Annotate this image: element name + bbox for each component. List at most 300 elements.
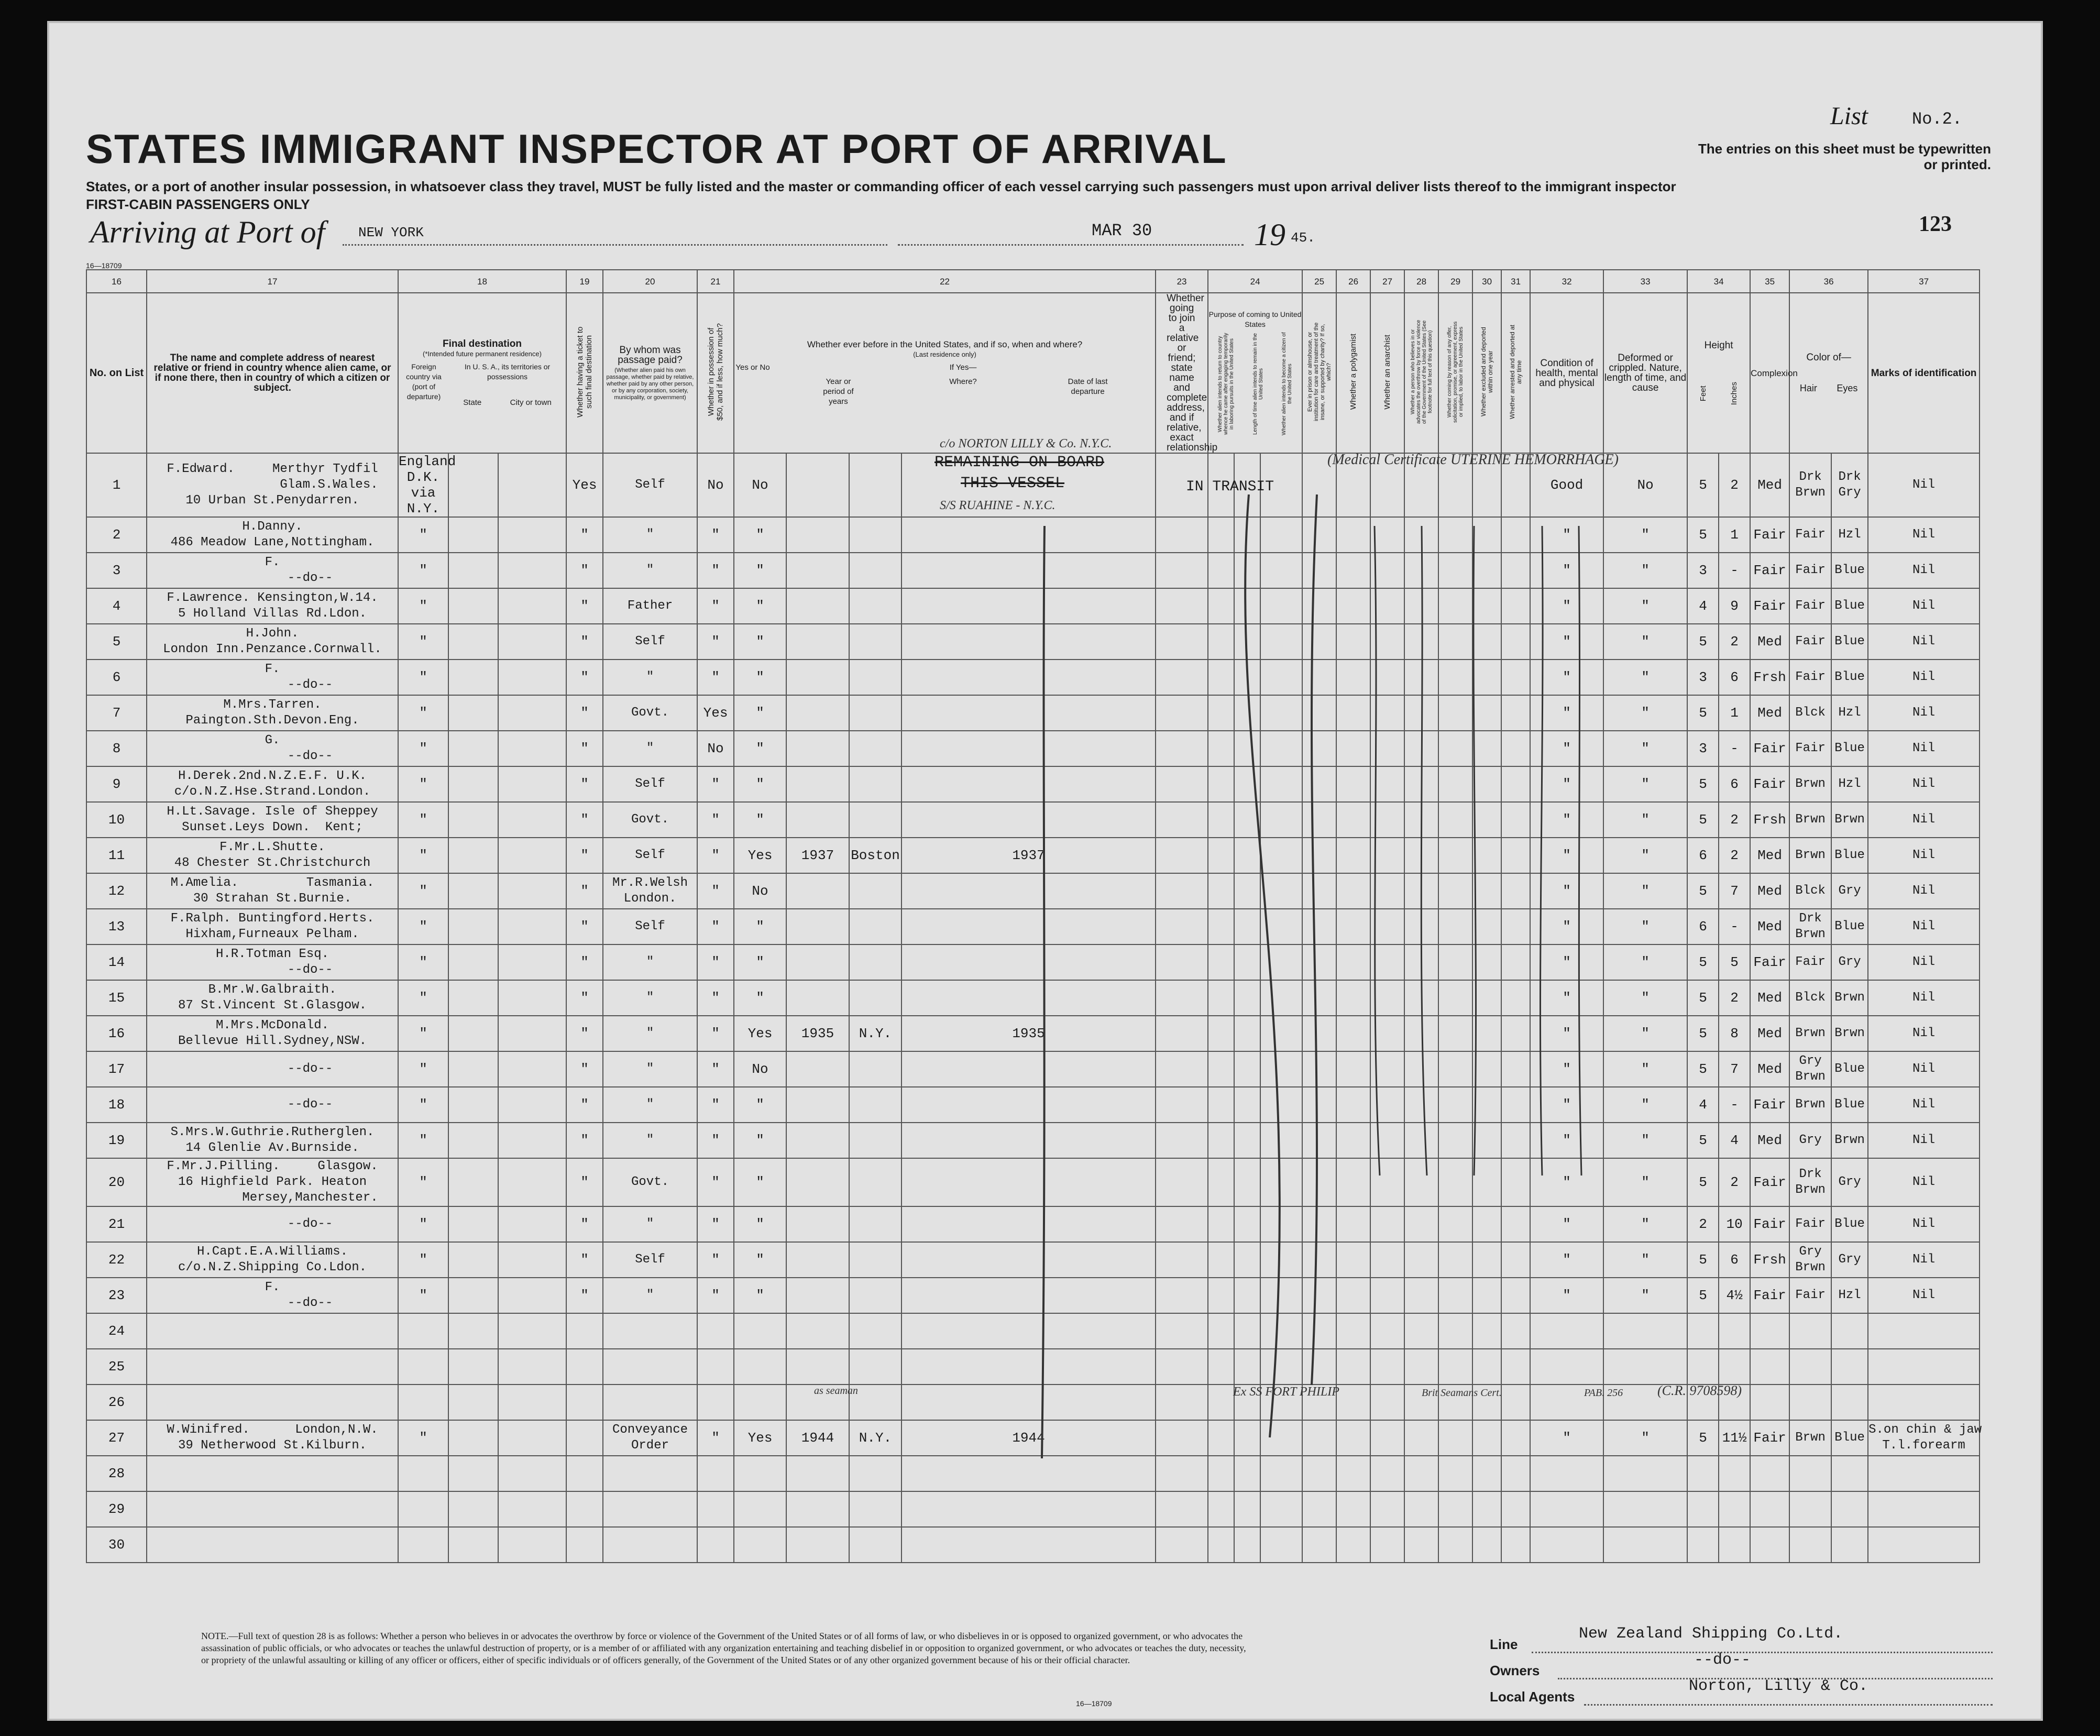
cell-deformed: " — [1603, 553, 1687, 588]
cell-ever: " — [734, 1206, 786, 1242]
cell-feet: 5 — [1687, 980, 1719, 1016]
cell-hair: Fair — [1789, 517, 1831, 553]
cell-no: 22 — [86, 1242, 147, 1278]
cell-marks: Nil — [1868, 517, 1980, 553]
cell-complexion: Med — [1750, 909, 1789, 944]
col-num: 36 — [1789, 270, 1868, 293]
cell-money: " — [697, 553, 734, 588]
cell-deformed: " — [1603, 1278, 1687, 1313]
print-code: 16—18709 — [86, 261, 122, 270]
cell-eyes: Gry — [1831, 1242, 1868, 1278]
cell-ever: " — [734, 1158, 786, 1206]
cell-foreign: " — [398, 660, 448, 695]
cell-health: " — [1530, 1087, 1603, 1123]
cell-marks: Nil — [1868, 1242, 1980, 1278]
cell-marks: Nil — [1868, 731, 1980, 766]
cell-deformed: " — [1603, 1242, 1687, 1278]
col-num: 23 — [1156, 270, 1208, 293]
cell-ticket: " — [566, 873, 603, 909]
cell-date: 1944 — [901, 1420, 1156, 1456]
cell-eyes: Hzl — [1831, 517, 1868, 553]
cell-no: 23 — [86, 1278, 147, 1313]
cell-foreign: " — [398, 838, 448, 873]
header-health: Condition of health, mental and physical — [1530, 293, 1603, 453]
height-label: Height — [1704, 340, 1733, 351]
cell-health: " — [1530, 1123, 1603, 1158]
cell-complexion: Frsh — [1750, 802, 1789, 838]
cell-no: 24 — [86, 1313, 147, 1349]
cell-no: 20 — [86, 1158, 147, 1206]
cell-no: 29 — [86, 1491, 147, 1527]
cell-ticket: Yes — [566, 453, 603, 517]
cell-health: " — [1530, 1016, 1603, 1051]
cell-money: " — [697, 1206, 734, 1242]
cell-hair: Drk Brwn — [1789, 453, 1831, 517]
cell-no: 14 — [86, 944, 147, 980]
cell-year: 1935 — [786, 1016, 849, 1051]
cell-hair: Brwn — [1789, 838, 1831, 873]
cell-complexion: Fair — [1750, 731, 1789, 766]
cell-foreign: " — [398, 1123, 448, 1158]
cell-eyes: Blue — [1831, 838, 1868, 873]
cell-complexion: Fair — [1750, 944, 1789, 980]
cell-inches: 7 — [1719, 1051, 1750, 1087]
row27-seaman-annotation: as seaman — [814, 1385, 858, 1397]
cell-feet: 5 — [1687, 453, 1719, 517]
cell-ticket: " — [566, 517, 603, 553]
cell-rel: F. --do-- — [147, 660, 398, 695]
cell-paid: Conveyance Order — [603, 1420, 697, 1456]
cell-rel: H.Derek.2nd.N.Z.E.F. U.K. c/o.N.Z.Hse.Strand.London. — [147, 766, 398, 802]
cell-complexion: Med — [1750, 980, 1789, 1016]
cell-paid: " — [603, 1087, 697, 1123]
passage-paid-label: By whom was passage paid? — [618, 344, 683, 366]
cell-ever: No — [734, 453, 786, 517]
cell-ticket: " — [566, 588, 603, 624]
cell-health: " — [1530, 838, 1603, 873]
cell-ticket: " — [566, 1158, 603, 1206]
cell-foreign: " — [398, 1087, 448, 1123]
cell-ever: " — [734, 1242, 786, 1278]
cell-inches: 2 — [1719, 624, 1750, 660]
cell-no: 13 — [86, 909, 147, 944]
cell-inches: - — [1719, 731, 1750, 766]
cell-foreign: " — [398, 588, 448, 624]
row27-cert-annotation: (C.R. 9708598) — [1657, 1383, 1742, 1398]
cell-no: 10 — [86, 802, 147, 838]
cell-ever: " — [734, 553, 786, 588]
cell-money: " — [697, 588, 734, 624]
cell-rel: F.Ralph. Buntingford.Herts. Hixham,Furneaux Pelham. — [147, 909, 398, 944]
cell-ever: " — [734, 695, 786, 731]
cell-where: N.Y. — [849, 1016, 901, 1051]
cell-eyes: Blue — [1831, 624, 1868, 660]
header-complexion: Complexion — [1750, 293, 1789, 453]
cell-eyes: Blue — [1831, 731, 1868, 766]
where-label: Where? — [949, 377, 977, 386]
ever-before-sub: (Last residence only) — [913, 350, 976, 358]
pen-stroke — [1579, 526, 1581, 1175]
cell-marks: Nil — [1868, 944, 1980, 980]
footer-print-code: 16—18709 — [1076, 1699, 1112, 1708]
cell-eyes: Blue — [1831, 1087, 1868, 1123]
cell-feet: 3 — [1687, 553, 1719, 588]
cell-health: " — [1530, 1278, 1603, 1313]
cell-hair: Fair — [1789, 731, 1831, 766]
cell-no: 26 — [86, 1385, 147, 1420]
cell-foreign: " — [398, 517, 448, 553]
cell-rel: --do-- — [147, 1051, 398, 1087]
cell-no: 8 — [86, 731, 147, 766]
cell-marks: Nil — [1868, 802, 1980, 838]
color-label: Color of— — [1806, 352, 1851, 363]
cell-marks: Nil — [1868, 1016, 1980, 1051]
row27-purpose-annotation: Ex SS FORT PHILIP — [1233, 1385, 1339, 1399]
cell-hair: Brwn — [1789, 802, 1831, 838]
cell-complexion: Fair — [1750, 766, 1789, 802]
cell-feet: 5 — [1687, 1278, 1719, 1313]
cell-complexion: Med — [1750, 838, 1789, 873]
cell-rel: --do-- — [147, 1087, 398, 1123]
cell-paid: Govt. — [603, 802, 697, 838]
cell-rel: G. --do-- — [147, 731, 398, 766]
cell-health: " — [1530, 909, 1603, 944]
cell-hair: Brwn — [1789, 1016, 1831, 1051]
cell-eyes: Hzl — [1831, 1278, 1868, 1313]
cell-hair: Drk Brwn — [1789, 909, 1831, 944]
cell-paid: Self — [603, 838, 697, 873]
cell-health: " — [1530, 1206, 1603, 1242]
cell-complexion: Med — [1750, 453, 1789, 517]
medical-annotation: (Medical Certificate UTERINE HEMORRHAGE) — [1327, 452, 1619, 468]
cell-ever: " — [734, 517, 786, 553]
cell-rel: F. --do-- — [147, 1278, 398, 1313]
excluded-label: Whether excluded and deported within one year — [1479, 327, 1494, 417]
col-num: 26 — [1336, 270, 1370, 293]
cell-no: 18 — [86, 1087, 147, 1123]
ruahine-annotation: S/S RUAHINE - N.Y.C. — [940, 499, 1056, 512]
cell-inches: 5 — [1719, 944, 1750, 980]
cell-inches: 8 — [1719, 1016, 1750, 1051]
cell-money: " — [697, 1242, 734, 1278]
pen-stroke — [1474, 526, 1476, 1175]
pen-stroke — [1312, 495, 1317, 1385]
cell-inches: 2 — [1719, 802, 1750, 838]
agents-label: Local Agents — [1490, 1689, 1575, 1705]
cell-deformed: " — [1603, 1158, 1687, 1206]
cell-ticket: " — [566, 909, 603, 944]
cell-money: " — [697, 980, 734, 1016]
col-num: 30 — [1472, 270, 1501, 293]
this-vessel-stamp: THIS VESSEL — [961, 475, 1065, 492]
sheet-number: 123 — [1919, 212, 1952, 236]
cell-year: 1937 — [786, 838, 849, 873]
cell-paid: " — [603, 1016, 697, 1051]
cell-paid: " — [603, 517, 697, 553]
cell-ticket: " — [566, 624, 603, 660]
pen-stroke — [1375, 526, 1380, 1175]
cell-ever: Yes — [734, 1420, 786, 1456]
cell-deformed: " — [1603, 802, 1687, 838]
cell-health: " — [1530, 980, 1603, 1016]
cell-ticket: " — [566, 1206, 603, 1242]
cell-ticket: " — [566, 1087, 603, 1123]
cell-health: " — [1530, 517, 1603, 553]
cell-paid: Self — [603, 624, 697, 660]
cell-money: " — [697, 1087, 734, 1123]
cell-paid: " — [603, 980, 697, 1016]
cell-hair: Gry Brwn — [1789, 1242, 1831, 1278]
cell-ticket: " — [566, 1123, 603, 1158]
cell-feet: 6 — [1687, 838, 1719, 873]
cell-health: " — [1530, 873, 1603, 909]
cell-year: 1944 — [786, 1420, 849, 1456]
cell-hair: Blck — [1789, 695, 1831, 731]
first-cabin-label: FIRST-CABIN PASSENGERS ONLY — [86, 196, 310, 212]
cell-foreign: " — [398, 1206, 448, 1242]
cell-deformed: " — [1603, 944, 1687, 980]
cell-deformed: No — [1603, 453, 1687, 517]
line-rule — [1532, 1650, 1993, 1653]
cell-money: " — [697, 1051, 734, 1087]
cell-rel: F.Lawrence. Kensington,W.14. 5 Holland Villas Rd.Ldon. — [147, 588, 398, 624]
cell-marks: Nil — [1868, 588, 1980, 624]
pen-stroke — [1042, 526, 1044, 1458]
cell-eyes: Blue — [1831, 588, 1868, 624]
purpose-label: Purpose of coming to United States — [1208, 310, 1302, 328]
port-label: Arriving at Port of — [90, 215, 325, 249]
cell-money: " — [697, 1420, 734, 1456]
cell-marks: Nil — [1868, 553, 1980, 588]
cell-hair: Fair — [1789, 1278, 1831, 1313]
cell-foreign: " — [398, 695, 448, 731]
cell-feet: 2 — [1687, 1206, 1719, 1242]
cell-paid: " — [603, 1051, 697, 1087]
cell-ticket: " — [566, 731, 603, 766]
manifest-sheet — [47, 21, 2043, 1721]
cell-eyes: Brwn — [1831, 1016, 1868, 1051]
cell-marks: Nil — [1868, 1123, 1980, 1158]
polygamist-label: Whether a polygamist — [1349, 334, 1358, 410]
cell-deformed: " — [1603, 1206, 1687, 1242]
cell-rel: M.Mrs.Tarren. Paington.Sth.Devon.Eng. — [147, 695, 398, 731]
length-of-stay-label: Length of time alien intends to remain in the United States — [1252, 333, 1264, 435]
cell-inches: 1 — [1719, 517, 1750, 553]
cell-inches: - — [1719, 1087, 1750, 1123]
cell-hair: Brwn — [1789, 1087, 1831, 1123]
cell-health: " — [1530, 766, 1603, 802]
cell-inches: 11½ — [1719, 1420, 1750, 1456]
col-num: 32 — [1530, 270, 1603, 293]
cell-ticket: " — [566, 1278, 603, 1313]
col-num: 18 — [398, 270, 566, 293]
cell-hair: Fair — [1789, 1206, 1831, 1242]
agents-value: Norton, Lilly & Co. — [1689, 1677, 1868, 1695]
remaining-on-board-stamp: REMAINING ON BOARD — [934, 454, 1105, 471]
cell-rel: M.Mrs.McDonald. Bellevue Hill.Sydney,NSW. — [147, 1016, 398, 1051]
cell-foreign: " — [398, 1242, 448, 1278]
port-value: NEW YORK — [358, 225, 424, 240]
citizen-intent-label: Whether alien intends to become a citizen of the United States — [1281, 332, 1293, 436]
cell-ticket: " — [566, 980, 603, 1016]
cell-feet: 5 — [1687, 873, 1719, 909]
cell-inches: 1 — [1719, 695, 1750, 731]
cell-date: 1935 — [901, 1016, 1156, 1051]
cell-rel: H.John. London Inn.Penzance.Cornwall. — [147, 624, 398, 660]
header-marks: Marks of identification — [1868, 293, 1980, 453]
final-destination-sub: (*Intended future permanent residence) — [423, 349, 542, 358]
cell-marks: Nil — [1868, 1278, 1980, 1313]
ever-before-label: Whether ever before in the United States, and if so, when and where? — [807, 339, 1083, 349]
date-value: MAR 30 — [1092, 221, 1152, 240]
cell-ever: " — [734, 766, 786, 802]
cell-inches: 4 — [1719, 1123, 1750, 1158]
cell-marks: Nil — [1868, 1158, 1980, 1206]
cell-money: " — [697, 1016, 734, 1051]
cell-ticket: " — [566, 1016, 603, 1051]
pen-strokes — [49, 23, 2045, 1723]
if-yes-label: If Yes— — [949, 363, 977, 372]
cell-foreign: " — [398, 873, 448, 909]
cell-rel: H.Lt.Savage. Isle of Sheppey Sunset.Leys Down. Kent; — [147, 802, 398, 838]
cell-inches: 6 — [1719, 1242, 1750, 1278]
cell-money: " — [697, 1123, 734, 1158]
cell-feet: 3 — [1687, 660, 1719, 695]
cell-no: 12 — [86, 873, 147, 909]
cell-date: 1937 — [901, 838, 1156, 873]
cell-foreign: England D.K. via N.Y. — [399, 454, 456, 517]
cell-feet: 5 — [1687, 944, 1719, 980]
cell-no: 16 — [86, 1016, 147, 1051]
cell-ever: " — [734, 802, 786, 838]
cell-hair: Gry Brwn — [1789, 1051, 1831, 1087]
cell-money: " — [697, 909, 734, 944]
cell-eyes: Gry — [1831, 1158, 1868, 1206]
cell-foreign: " — [398, 802, 448, 838]
cell-eyes: Blue — [1831, 909, 1868, 944]
cell-complexion: Fair — [1750, 1278, 1789, 1313]
money-label: Whether in possession of $50, and if less, how much? — [707, 323, 725, 421]
cell-money: " — [697, 802, 734, 838]
cell-complexion: Med — [1750, 624, 1789, 660]
cell-eyes: Brwn — [1831, 1123, 1868, 1158]
cell-ticket: " — [566, 838, 603, 873]
cell-money: " — [697, 1158, 734, 1206]
cell-health: " — [1530, 1158, 1603, 1206]
cell-feet: 6 — [1687, 909, 1719, 944]
line-value: New Zealand Shipping Co.Ltd. — [1579, 1625, 1843, 1643]
cell-ever: " — [734, 980, 786, 1016]
cell-no: 30 — [86, 1527, 147, 1563]
in-transit-stamp: IN TRANSIT — [1186, 479, 1274, 495]
cell-paid: Self — [603, 1242, 697, 1278]
cell-feet: 5 — [1687, 1123, 1719, 1158]
cell-health: " — [1530, 624, 1603, 660]
cell-health: " — [1530, 1420, 1603, 1456]
cell-deformed: " — [1603, 517, 1687, 553]
cell-rel: F. --do-- — [147, 553, 398, 588]
care-of-annotation: c/o NORTON LILLY & Co. N.Y.C. — [940, 437, 1112, 451]
cell-complexion: Fair — [1750, 1420, 1789, 1456]
cell-foreign: " — [398, 766, 448, 802]
cell-deformed: " — [1603, 588, 1687, 624]
cell-ever: No — [734, 1051, 786, 1087]
cell-foreign: " — [398, 1278, 448, 1313]
cell-ticket: " — [566, 553, 603, 588]
cell-feet: 5 — [1687, 1051, 1719, 1087]
cell-ever: " — [734, 624, 786, 660]
cell-inches: 6 — [1719, 660, 1750, 695]
cell-rel: M.Amelia. Tasmania. 30 Strahan St.Burnie. — [147, 873, 398, 909]
cell-marks: Nil — [1868, 1087, 1980, 1123]
cell-deformed: " — [1603, 1087, 1687, 1123]
col-num: 22 — [734, 270, 1156, 293]
col-num: 21 — [697, 270, 734, 293]
col-num: 29 — [1438, 270, 1472, 293]
labor-offer-label: Whether coming by reason of any offer, solicitation, promise, or agreement, express or implied, to labor in the United States — [1447, 321, 1465, 423]
year-prefix: 19 — [1254, 217, 1285, 252]
cell-eyes: Gry — [1831, 944, 1868, 980]
cell-feet: 5 — [1687, 1420, 1719, 1456]
row27-book-annotation: PAB. 256 — [1584, 1387, 1623, 1399]
col-num: 28 — [1404, 270, 1438, 293]
cell-ever: " — [734, 731, 786, 766]
year-suffix: 45. — [1291, 230, 1315, 246]
cell-no: 6 — [86, 660, 147, 695]
cell-hair: Drk Brwn — [1789, 1158, 1831, 1206]
cell-paid: " — [603, 1123, 697, 1158]
cell-ever: " — [734, 588, 786, 624]
cell-money: " — [697, 1278, 734, 1313]
cell-complexion: Fair — [1750, 1158, 1789, 1206]
cell-paid: " — [603, 660, 697, 695]
foreign-country-label: Foreign country via (port of departure) — [406, 362, 442, 401]
passage-paid-sub: (Whether alien paid his own passage, whether paid by relative, whether paid by any other person, or by any corporation, society, municipality, or government) — [606, 367, 694, 401]
cell-feet: 5 — [1687, 1158, 1719, 1206]
cell-money: " — [697, 766, 734, 802]
header-relative: The name and complete address of nearest relative or friend in country whence alien came, or if none there, then in country of which a citizen or subject. — [147, 293, 398, 453]
cell-ticket: " — [566, 1051, 603, 1087]
cell-rel: F.Edward. Merthyr Tydfil Glam.S.Wales. 10 Urban St.Penydarren. — [147, 453, 398, 517]
footnote: NOTE.—Full text of question 28 is as follows: Whether a person who believes in or advocates the overthrow by force or violence of the Government of the United States or of all forms of law, or who disbelieves in or is opposed to organized government, or who advocates the assassination of public officials, or who advocates or teaches the unlawful destruction of property, or is a member of or affiliated with any organization entertaining and teaching disbelief in or opposition to organized government, or who advocates or teaches the duty, necessity, or propriety of the unlawful assaulting or killing of any officer or officers, either of specific individuals or of officers generally, of the Government of the United States or of any other organized government because of his or their official character. — [201, 1631, 1246, 1665]
page-title: STATES IMMIGRANT INSPECTOR AT PORT OF ARRIVAL — [86, 126, 1227, 172]
cell-foreign: " — [398, 1051, 448, 1087]
cell-marks: Nil — [1868, 980, 1980, 1016]
cell-rel: H.Capt.E.A.Williams. c/o.N.Z.Shipping Co.Ldon. — [147, 1242, 398, 1278]
cell-hair: Gry — [1789, 1123, 1831, 1158]
entries-note: The entries on this sheet must be typewritten or printed. — [1698, 141, 1991, 172]
city-label: City or town — [510, 398, 552, 407]
col-num: 19 — [566, 270, 603, 293]
cell-no: 15 — [86, 980, 147, 1016]
owners-label: Owners — [1490, 1663, 1540, 1678]
header-no-on-list: No. on List — [86, 293, 147, 453]
cell-marks: Nil — [1868, 695, 1980, 731]
inches-label: Inches — [1730, 382, 1739, 405]
cell-eyes: Gry — [1831, 873, 1868, 909]
cell-paid: " — [603, 553, 697, 588]
owners-value: --do-- — [1694, 1651, 1751, 1669]
cell-no: 11 — [86, 838, 147, 873]
cell-inches: 6 — [1719, 766, 1750, 802]
cell-eyes: Brwn — [1831, 980, 1868, 1016]
agents-rule — [1584, 1702, 1993, 1706]
cell-paid: Govt. — [603, 695, 697, 731]
cell-feet: 4 — [1687, 1087, 1719, 1123]
col-num: 17 — [147, 270, 398, 293]
cell-ticket: " — [566, 660, 603, 695]
state-label: State — [463, 398, 482, 407]
